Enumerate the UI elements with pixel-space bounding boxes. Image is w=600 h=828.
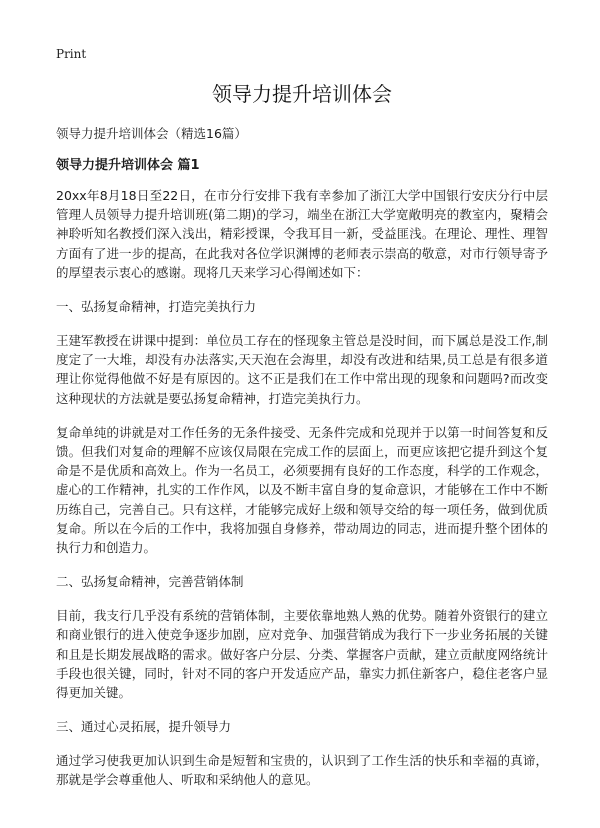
document-title: 领导力提升培训体会 [212, 82, 392, 106]
intro-paragraph: 20xx年8月18日至22日，在市分行安排下我有幸参加了浙江大学中国银行安庆分行中层管理人员领导力提升培训班(第二期)的学习，端坐在浙江大学宽敞明亮的教室内，聚精会神聆听知名教授们深入浅出，精彩授课，令我耳目一新，受益匪浅。在理论、理性、理智方面有了进一步的提高，在此我对各位学识渊博的老师表示崇高的敬意，对市行领导寄予的厚望表示衷心的感谢。现将几天来学习心得阐述如下： [56, 188, 548, 280]
section-heading-3: 三、通过心灵拓展，提升领导力 [56, 719, 232, 735]
section-1-paragraph-2: 复命单纯的讲就是对工作任务的无条件接受、无条件完成和兑现并于以第一时间答复和反馈。但我们对复命的理解不应该仅局限在完成工作的层面上，而更应该把它提升到这个复命是不是优质和高效上。作为一名员工，必须要拥有良好的工作态度，科学的工作观念，虚心的工作精神，扎实的工作作风，以及不断丰富自身的复命意识，才能够在工作中不断历练自己，完善自己。只有这样，才能够完成好上级和领导交给的每一项任务，做到优质复命。所以在今后的工作中，我将加强自身修养，带动周边的同志，进而提升整个团体的执行力和创造力。 [56, 424, 548, 556]
section-3-paragraph-1: 通过学习使我更加认识到生命是短暂和宝贵的，认识到了工作生活的快乐和幸福的真谛，那就是学会尊重他人、听取和采纳他人的意见。 [56, 753, 548, 788]
section-heading-2: 二、弘扬复命精神，完善营销体制 [56, 574, 244, 590]
section-2-paragraph-1: 目前，我支行几乎没有系统的营销体制，主要依靠地熟人熟的优势。随着外资银行的建立和商业银行的进入使竞争逐步加剧，应对竞争、加强营销成为我行下一步业务拓展的关键和且是长期发展战略的需求。做好客户分层、分类、掌握客户贡献，建立贡献度网络统计手段也很关键，同时，针对不同的客户开发适应产品，靠实力抓住新客户，稳住老客户显得更加关键。 [56, 608, 548, 701]
article-heading: 领导力提升培训体会 篇1 [56, 158, 200, 173]
section-1-paragraph-1: 王建军教授在讲课中提到：单位员工存在的怪现象主管总是没时间，而下属总是没工作,制度定了一大堆，却没有办法落实,天天泡在会海里，却没有改进和结果,员工总是有很多道理让你觉得他做不好是有原因的。这不正是我们在工作中常出现的现象和问题吗?而改变这种现状的方法就是要弘扬复命精神，打造完美执行力。 [56, 333, 548, 406]
print-link[interactable]: Print [56, 47, 87, 61]
document-subtitle: 领导力提升培训体会（精选16篇） [56, 126, 247, 141]
section-heading-1: 一、弘扬复命精神，打造完美执行力 [56, 299, 257, 315]
